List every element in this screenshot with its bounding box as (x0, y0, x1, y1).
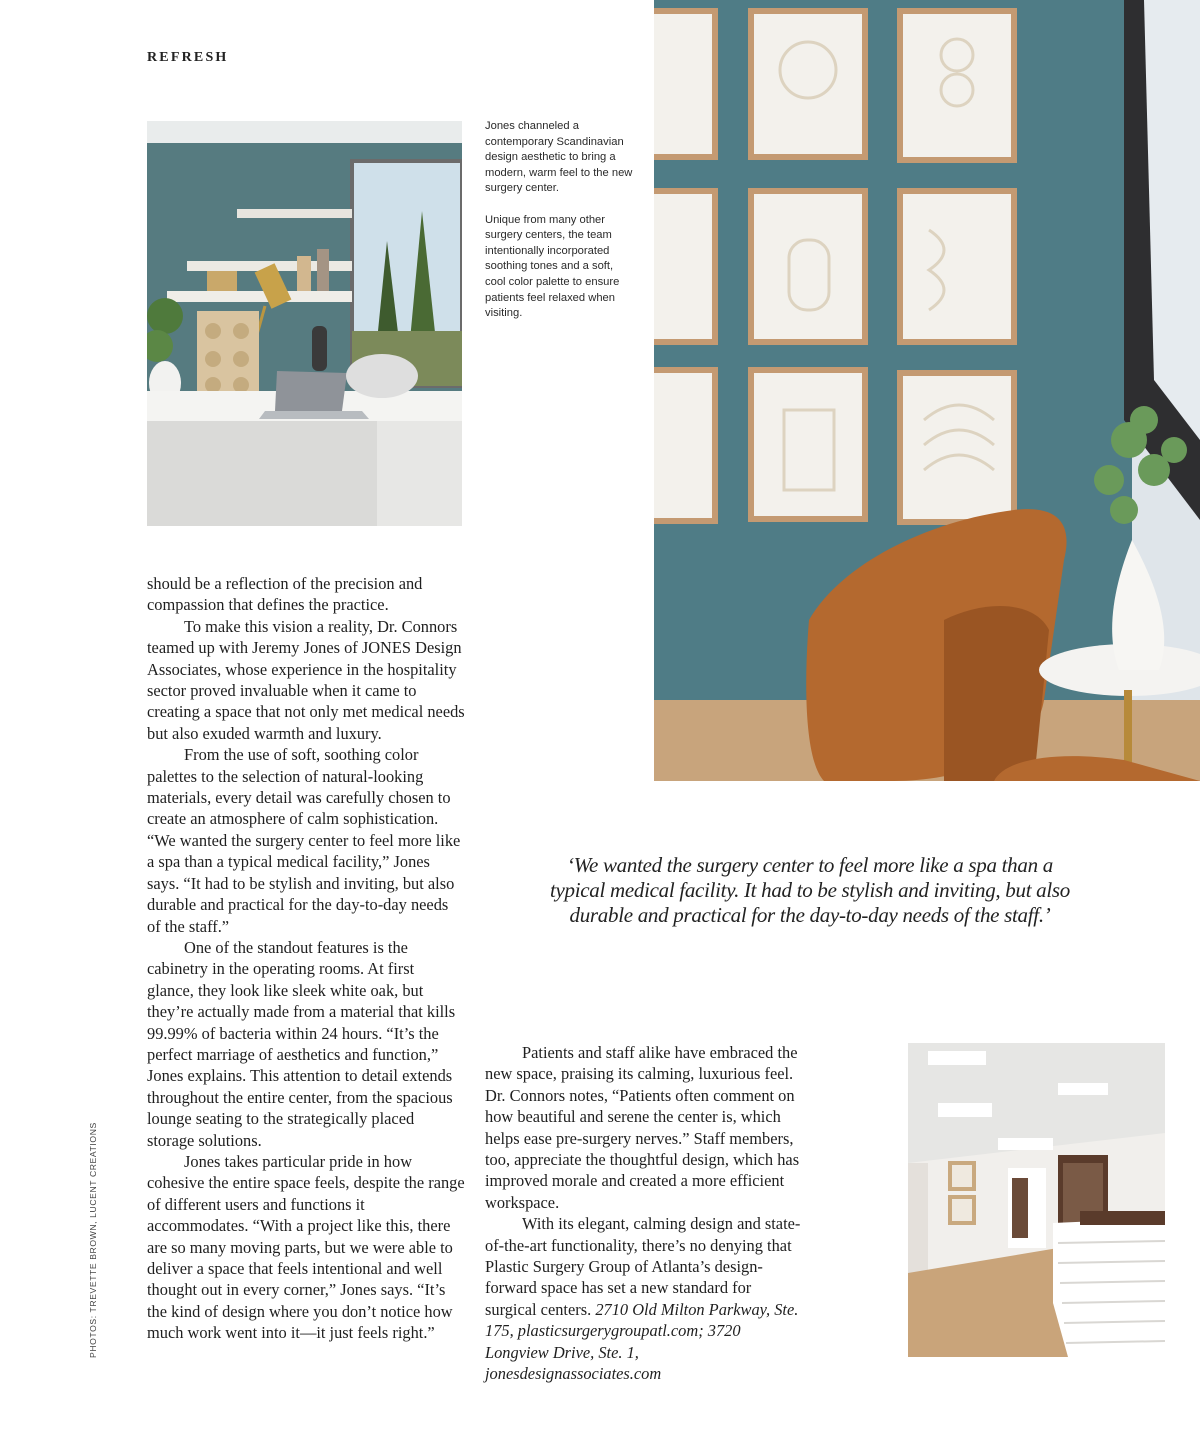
address-text: 2710 Old Milton Parkway, Ste. 175, plasticsurgerygroupatl.com; 3720 Longview Drive, Ste. 1, jonesdesignassociates.com (485, 1299, 799, 1384)
photo-credit: PHOTOS: TREVETTE BROWN, LUCENT CREATIONS (88, 1122, 98, 1358)
section-label: REFRESH (147, 50, 229, 65)
gallery-wall-photo (654, 0, 1200, 781)
article-paragraph: Jones takes particular pride in how cohesive the entire space feels, despite the range of different users and functions it accommodates. “With a project like this, there are so many moving parts, but we were able to deliver a space that feels intentional and well thought out in every corner,” Jones says. “It’s the kind of design where you don’t notice how much work went into it—it just feels right.” (147, 1151, 465, 1343)
article-paragraph: To make this vision a reality, Dr. Connors teamed up with Jeremy Jones of JONES Design Associates, whose experience in the hospitality sector proved invaluable when it came to creating a space that not only met medical needs but also exuded warmth and luxury. (147, 616, 465, 743)
caption-paragraph: Unique from many other surgery centers, the team intentionally incorporated soothing tones and a soft, cool color palette to ensure patients feel relaxed when visiting. (485, 213, 620, 320)
article-paragraph (485, 1213, 803, 1384)
article-paragraph: One of the standout features is the cabinetry in the operating rooms. At first glance, they look like sleek white oak, but they’re actually made from a material that kills 99.99% of bacteria within 24 hours. “It’s the perfect marriage of aesthetics and function,” Jones explains. This attention to detail extends throughout the entire center, from the spacious lounge seating to the strategically placed storage solutions. (147, 937, 456, 1150)
article-paragraph: From the use of soft, soothing color palettes to the selection of natural-looking materials, every detail was carefully chosen to create an atmosphere of calm sophistication. “We wanted the surgery center to feel more like a spa than a typical medical facility,” Jones says. “It had to be stylish and inviting, but also durable and practical for the day-to-day needs of the staff.” (147, 745, 461, 936)
office-photo (147, 121, 462, 526)
article-paragraph-text: With its elegant, calming design and state-of-the-art functionality, there’s no denying that Plastic Surgery Group of Atlanta’s design-forward space has set a new standard for surgical centers. (485, 1214, 801, 1319)
pull-quote: ‘We wanted the surgery center to feel more like a spa than a typical medical facility. It had to be stylish and inviting, but also durable and practical for the day-to-day needs of the staff.’ (550, 853, 1070, 927)
right-article-column (485, 1042, 803, 1385)
photo-caption (485, 119, 635, 337)
article-paragraph: should be a reflection of the precision and compassion that defines the practice. (147, 574, 423, 615)
article-paragraph: Patients and staff alike have embraced the new space, praising its calming, luxurious feel. Dr. Connors notes, “Patients often comment on how beautiful and serene the center is, which helps ease pre-surgery nerves.” Staff members, too, appreciate the thoughtful design, which has improved morale and created a more efficient workspace. (485, 1043, 800, 1212)
left-article-column (147, 573, 465, 1344)
hallway-photo (908, 1043, 1165, 1357)
caption-paragraph: Jones channeled a contemporary Scandinavian design aesthetic to bring a modern, warm feel to the new surgery center. (485, 120, 633, 195)
